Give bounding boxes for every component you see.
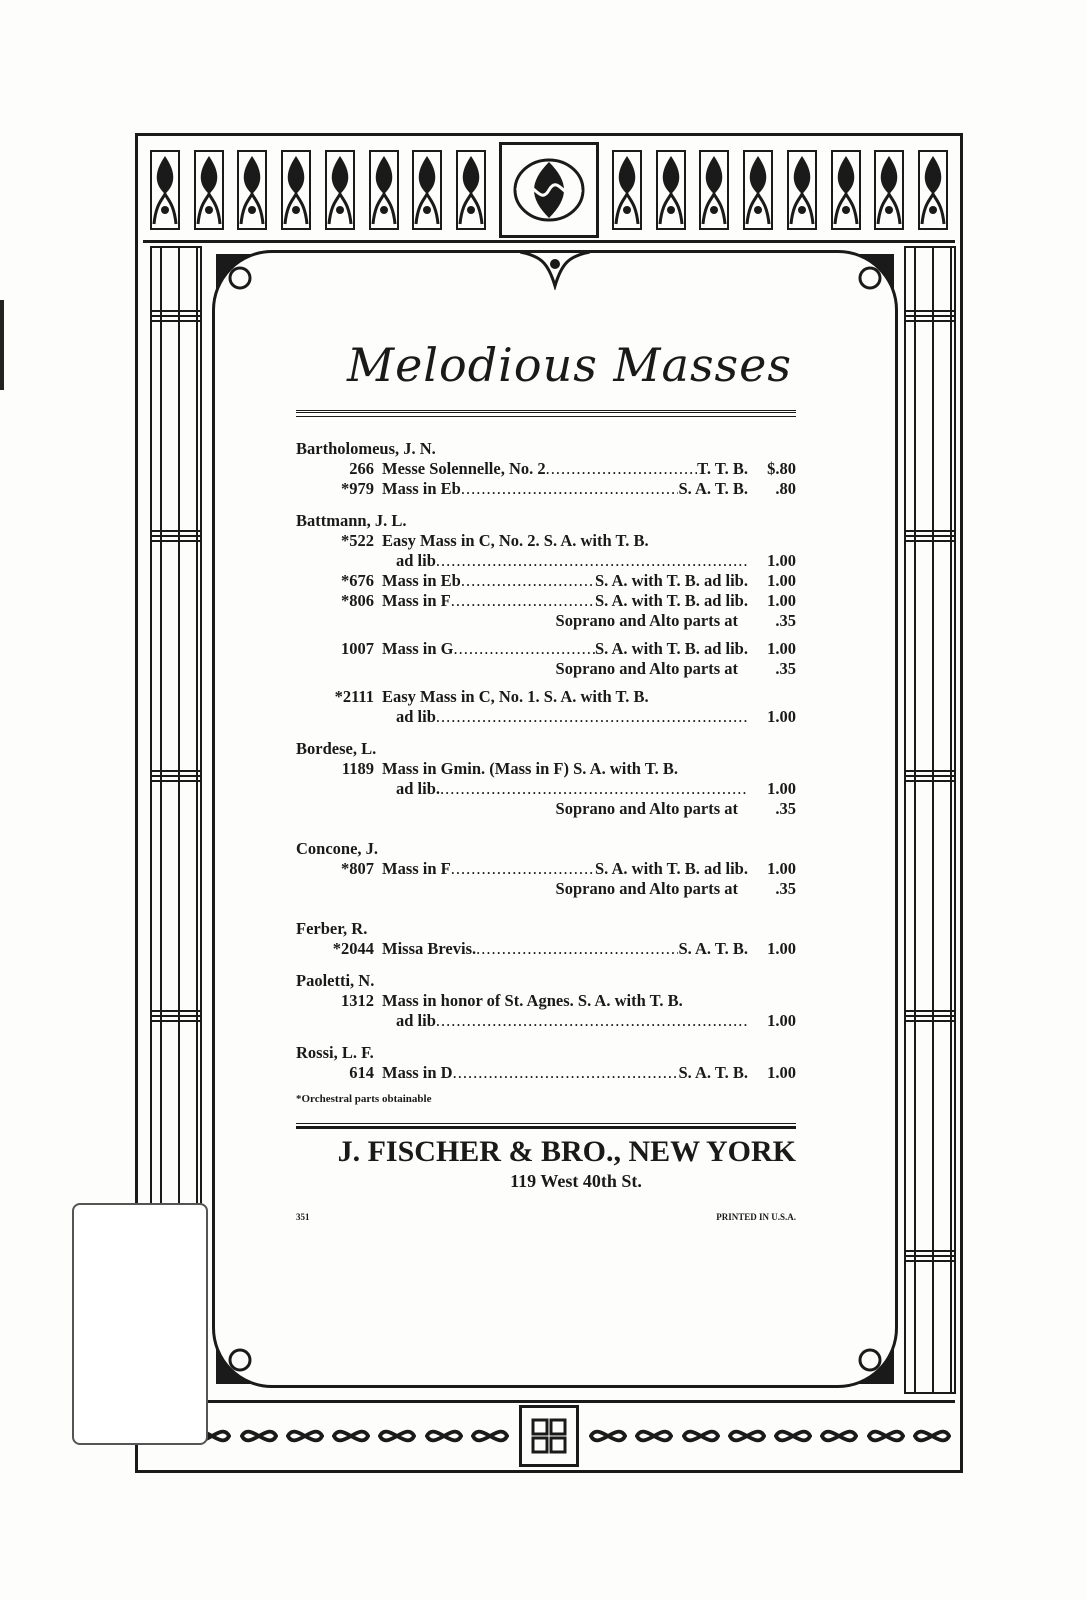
leader-dots: [451, 859, 595, 879]
floral-ornament-icon: [412, 150, 442, 230]
plate-number: 351: [296, 1212, 310, 1222]
composer-name: Paoletti, N.: [296, 971, 375, 990]
catalog-entry: [296, 571, 796, 591]
price: .80: [775, 479, 796, 498]
catalog-number: 1007: [341, 639, 374, 658]
price: 1.00: [767, 939, 796, 958]
leader-dots: [451, 591, 595, 611]
catalog-entry-continuation: [296, 1011, 796, 1031]
knot-ornament-icon: [867, 1416, 905, 1456]
floral-ornament-icon: [369, 150, 399, 230]
corner-ornament-bottom-right: [808, 1298, 898, 1388]
composer-name: Bordese, L.: [296, 739, 377, 758]
catalog-entry: [296, 639, 796, 659]
composer-name: Battmann, J. L.: [296, 511, 407, 530]
leader-dots: [440, 779, 748, 799]
knot-ornament-icon: [425, 1416, 463, 1456]
floral-ornament-icon: [918, 150, 948, 230]
leader-dots: [436, 1011, 748, 1031]
top-left-ornaments: [143, 140, 493, 240]
price: 1.00: [767, 779, 796, 798]
price: 1.00: [767, 859, 796, 878]
knot-ornament-icon: [332, 1416, 370, 1456]
mass-title: Mass in Gmin. (Mass in F) S. A. with T. B.: [382, 759, 678, 778]
leader-dots: [461, 479, 679, 499]
voicing: S. A. T. B.: [678, 479, 748, 498]
leader-dots: [436, 551, 748, 571]
margin-mark: [0, 300, 4, 390]
knot-ornament-icon: [286, 1416, 324, 1456]
catalog-entry: [296, 759, 796, 779]
continuation-text: ad lib: [396, 707, 436, 726]
leader-dots: [436, 707, 748, 727]
catalog-number: *522: [341, 531, 374, 550]
floral-ornament-icon: [325, 150, 355, 230]
floral-ornament-icon: [281, 150, 311, 230]
mass-title: Easy Mass in C, No. 2. S. A. with T. B.: [382, 531, 649, 550]
voicing: S. A. with T. B. ad lib.: [595, 591, 748, 610]
catalog-number: 1189: [341, 759, 374, 778]
top-ornament-band: [143, 140, 955, 243]
catalog-entry: [296, 1063, 796, 1083]
mass-title: Messe Solennelle, No. 2: [382, 459, 546, 478]
floral-ornament-icon: [656, 150, 686, 230]
catalog-number: *676: [341, 571, 374, 590]
price: $.80: [767, 459, 796, 478]
price: 1.00: [767, 591, 796, 610]
mass-title: Mass in Eb: [382, 479, 461, 498]
top-center-ornament: [499, 142, 599, 238]
catalog-number: *807: [341, 859, 374, 878]
paper-label-sticker: [72, 1203, 208, 1445]
top-center-drop-ornament: [520, 250, 590, 290]
catalog-number: *2111: [334, 687, 374, 706]
floral-ornament-icon: [874, 150, 904, 230]
mass-title: Missa Brevis.: [382, 939, 477, 958]
voicing: S. A. with T. B. ad lib.: [595, 639, 748, 658]
catalog-number: *806: [341, 591, 374, 610]
top-right-ornaments: [605, 140, 955, 240]
page-title: Melodious Masses: [346, 338, 792, 392]
knot-ornament-icon: [471, 1416, 509, 1456]
voicing: S. A. T. B.: [678, 1063, 748, 1082]
voicing: S. A. with T. B. ad lib.: [595, 571, 748, 590]
knot-ornament-icon: [728, 1416, 766, 1456]
catalog-entry-continuation: [296, 707, 796, 727]
mass-title: Mass in F: [382, 591, 451, 610]
bottom-right-ornaments: [585, 1403, 955, 1469]
catalog-entry: [296, 991, 796, 1011]
catalog-number: 614: [349, 1063, 374, 1082]
knot-ornament-icon: [774, 1416, 812, 1456]
catalog-entry-continuation: [296, 551, 796, 571]
leader-dots: [476, 939, 678, 959]
floral-ornament-icon: [699, 150, 729, 230]
knot-ornament-icon: [913, 1416, 951, 1456]
floral-ornament-icon: [456, 150, 486, 230]
parts-price: .35: [775, 879, 796, 898]
voicing: S. A. with T. B. ad lib.: [595, 859, 748, 878]
right-column-ornament: [904, 246, 956, 1394]
catalog-entry: [296, 591, 796, 611]
footnote: *Orchestral parts obtainable: [296, 1093, 432, 1105]
bottom-ornament-band: [143, 1400, 955, 1469]
leader-dots: [453, 1063, 679, 1083]
parts-price-line: [296, 659, 796, 679]
parts-price: .35: [775, 799, 796, 818]
catalog-number: *2044: [332, 939, 374, 958]
catalog-entry-continuation: [296, 779, 796, 799]
catalog-entry: [296, 479, 796, 499]
imprint-line: [296, 1212, 796, 1222]
catalog-entry: [296, 459, 796, 479]
title-rule: [296, 410, 796, 417]
parts-label: Soprano and Alto parts at: [555, 799, 738, 818]
parts-price-line: [296, 879, 796, 899]
catalog-entry: [296, 939, 796, 959]
catalog-number: *979: [341, 479, 374, 498]
parts-price: .35: [775, 659, 796, 678]
parts-price: .35: [775, 611, 796, 630]
price: 1.00: [767, 1011, 796, 1030]
mass-title: Mass in F: [382, 859, 451, 878]
catalog-list: [296, 439, 796, 1083]
composer-name: Ferber, R.: [296, 919, 368, 938]
floral-ornament-icon: [743, 150, 773, 230]
floral-ornament-icon: [787, 150, 817, 230]
parts-label: Soprano and Alto parts at: [555, 659, 738, 678]
voicing: S. A. T. B.: [678, 939, 748, 958]
leader-dots: [454, 639, 595, 659]
floral-ornament-icon: [150, 150, 180, 230]
mass-title: Mass in D: [382, 1063, 453, 1082]
bottom-center-ornament: [519, 1405, 579, 1467]
composer-name: Concone, J.: [296, 839, 379, 858]
parts-price-line: [296, 611, 796, 631]
knot-ornament-icon: [378, 1416, 416, 1456]
mass-title: Mass in G: [382, 639, 454, 658]
knot-ornament-icon: [240, 1416, 278, 1456]
footer-rule: [296, 1123, 796, 1129]
price: 1.00: [767, 551, 796, 570]
price: 1.00: [767, 1063, 796, 1082]
mass-title: Easy Mass in C, No. 1. S. A. with T. B.: [382, 687, 649, 706]
knot-ornament-icon: [820, 1416, 858, 1456]
knot-ornament-icon: [589, 1416, 627, 1456]
price: 1.00: [767, 571, 796, 590]
continuation-text: ad lib: [396, 1011, 436, 1030]
mass-title: Mass in honor of St. Agnes. S. A. with T. B.: [382, 991, 683, 1010]
catalog-number: 266: [349, 459, 374, 478]
leader-dots: [461, 571, 595, 591]
price: 1.00: [767, 639, 796, 658]
publisher-address: 119 West 40th St.: [510, 1171, 642, 1191]
price: 1.00: [767, 707, 796, 726]
leader-dots: [546, 459, 697, 479]
mass-title: Mass in Eb: [382, 571, 461, 590]
floral-ornament-icon: [237, 150, 267, 230]
parts-label: Soprano and Alto parts at: [555, 611, 738, 630]
catalog-entry: [296, 859, 796, 879]
continuation-text: ad lib: [396, 551, 436, 570]
floral-ornament-icon: [612, 150, 642, 230]
catalog-entry: [296, 531, 796, 551]
parts-label: Soprano and Alto parts at: [555, 879, 738, 898]
corner-ornament-top-left: [212, 250, 302, 340]
printed-in-label: PRINTED IN U.S.A.: [716, 1212, 796, 1222]
composer-name: Bartholomeus, J. N.: [296, 439, 436, 458]
corner-ornament-top-right: [808, 250, 898, 340]
corner-ornament-bottom-left: [212, 1298, 302, 1388]
knot-ornament-icon: [682, 1416, 720, 1456]
composer-name: Rossi, L. F.: [296, 1043, 374, 1062]
knot-ornament-icon: [635, 1416, 673, 1456]
catalog-number: 1312: [341, 991, 374, 1010]
floral-ornament-icon: [194, 150, 224, 230]
parts-price-line: [296, 799, 796, 819]
floral-ornament-icon: [831, 150, 861, 230]
catalog-entry: [296, 687, 796, 707]
continuation-text: ad lib.: [396, 779, 441, 798]
publisher-name: J. FISCHER & BRO., NEW YORK: [337, 1135, 796, 1168]
catalog-content: [296, 338, 796, 1222]
voicing: T. T. B.: [697, 459, 748, 478]
